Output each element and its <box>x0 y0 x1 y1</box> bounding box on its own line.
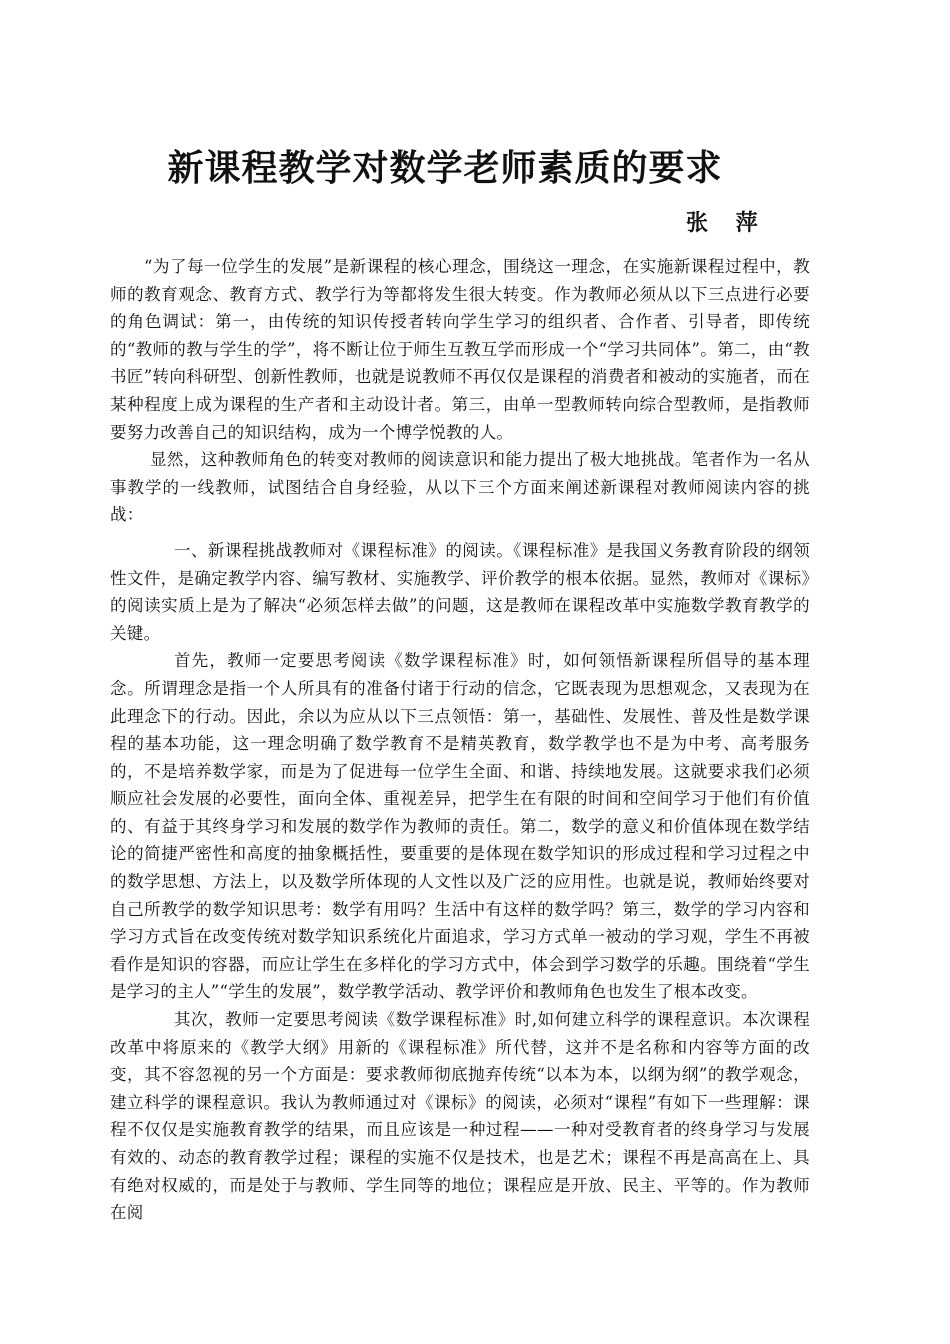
paragraph-intro: “为了每一位学生的发展”是新课程的核心理念，围绕这一理念，在实施新课程过程中，教师的教育观念、教育方式、教学行为等都将发生很大转变。作为教师必须从以下三点进行必要的角色调试：第一，由传统的知识传授者转向学生学习的组织者、合作者、引导者，即传统的“教师的教与学生的学”，将不断让位于师生互教互学而形成一个“学习共同体”。第二，由“教书匠”转向科研型、创新性教师，也就是说教师不再仅仅是课程的消费者和被动的实施者，而在某种程度上成为课程的生产者和主动设计者。第三，由单一型教师转向综合型教师，是指教师要努力改善自己的知识结构，成为一个博学悦教的人。 <box>110 257 810 442</box>
author-name: 张 萍 <box>686 211 768 236</box>
paragraph-section-one: 一、新课程挑战教师对《课程标准》的阅读。《课程标准》是我国义务教育阶段的纲领性文件，是确定教学内容、编写教材、实施教学、评价教学的根本依据。显然，教师对《课标》的阅读实质上是为了解决“必须怎样去做”的问题，这是教师在课程改革中实施数学教育教学的关键。 <box>110 540 810 643</box>
paragraph-second: 其次，教师一定要思考阅读《数学课程标准》时,如何建立科学的课程意识。本次课程改革中将原来的《教学大纲》用新的《课程标准》所代替，这并不是名称和内容等方面的改变，其不容忽视的另一个方面是：要求教师彻底抛弃传统“以本为本，以纲为纲”的教学观念，建立科学的课程意识。我认为教师通过对《课标》的阅读，必须对“课程”有如下一些理解：课程不仅仅是实施教育教学的结果，而且应该是一种过程——一种对受教育者的终身学习与发展有效的、动态的教育教学过程；课程的实施不仅是技术，也是艺术；课程不再是高高在上、具有绝对权威的，而是处于与教师、学生同等的地位；课程应是开放、民主、平等的。作为教师在阅 <box>110 1010 810 1223</box>
paragraph-first: 首先，教师一定要思考阅读《数学课程标准》时，如何领悟新课程所倡导的基本理念。所谓理念是指一个人所具有的准备付诸于行动的信念，它既表现为思想观念，又表现为在此理念下的行动。因此，余以为应从以下三点领悟：第一，基础性、发展性、普及性是数学课程的基本功能，这一理念明确了数学教育不是精英教育，数学教学也不是为中考、高考服务的，不是培养数学家，而是为了促进每一位学生全面、和谐、持续地发展。这就要求我们必须顺应社会发展的必要性，面向全体、重视差异，把学生在有限的时间和空间学习于他们有价值的、有益于其终身学习和发展的数学作为教师的责任。第二，数学的意义和价值体现在数学结论的简捷严密性和高度的抽象概括性，要重要的是体现在数学知识的形成过程和学习过程之中的数学思想、方法上，以及数学所体现的人文性以及广泛的应用性。也就是说，教师始终要对自己所教学的数学知识思考：数学有用吗？生活中有这样的数学吗？第三，数学的学习内容和学习方式旨在改变传统对数学知识系统化片面追求，学习方式单一被动的学习观，学生不再被看作是知识的容器，而应让学生在多样化的学习方式中，体会到学习数学的乐趣。围绕着“学生是学习的主人”“学生的发展”，数学教学活动、教学评价和教师角色也发生了根本改变。 <box>110 651 810 1002</box>
document-body <box>110 253 810 1227</box>
document-title: 新课程教学对数学老师素质的要求 <box>167 148 723 189</box>
paragraph-challenge: 显然，这种教师角色的转变对教师的阅读意识和能力提出了极大地挑战。笔者作为一名从事教学的一线教师，试图结合自身经验，从以下三个方面来阐述新课程对教师阅读内容的挑战： <box>110 450 810 525</box>
